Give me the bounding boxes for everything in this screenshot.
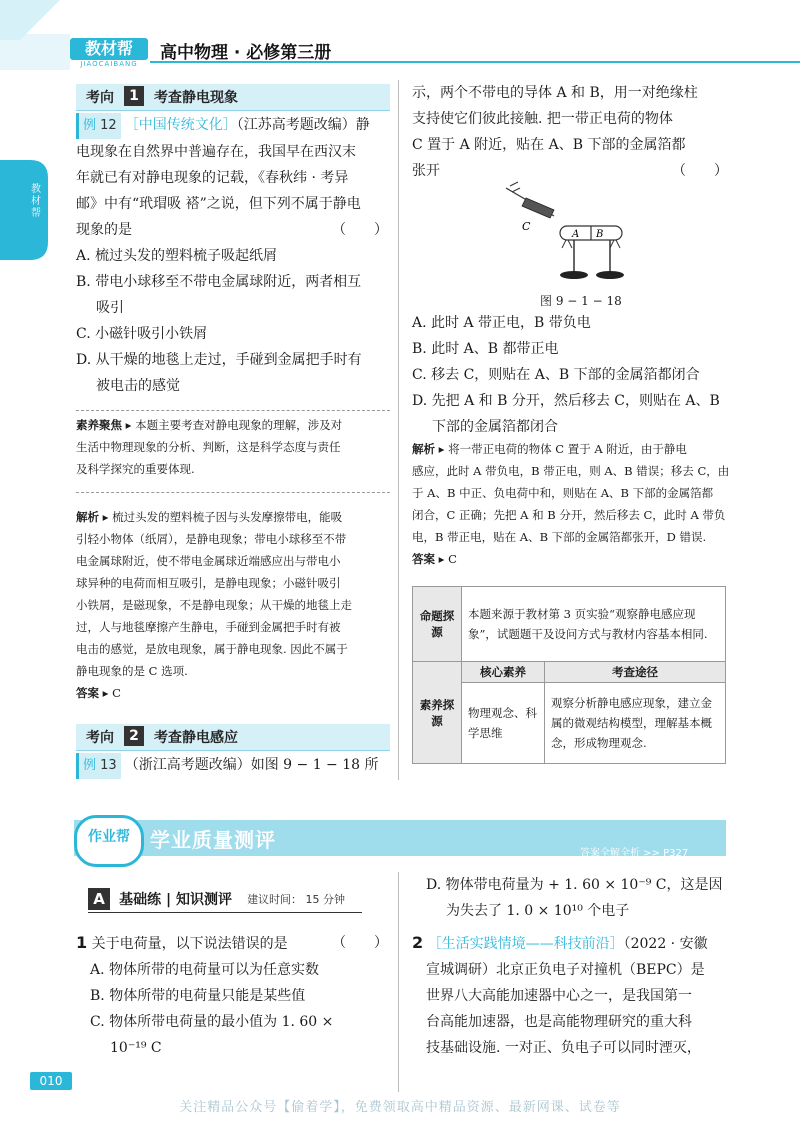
side-tab-label: 教材帮	[31, 184, 41, 219]
question-1-cont	[412, 872, 732, 924]
option-c-cont: 10⁻¹⁹ C	[110, 1040, 162, 1056]
figure-caption: 图 9 − 1 − 18	[540, 294, 622, 308]
row-text: 本题来源于教材第 3 页实验“观察静电感应现象”，试题题干及设问方式与教材内容基本相同.	[462, 587, 726, 662]
question-line: 张开	[412, 163, 440, 179]
option-b: B. 带电小球移至不带电金属球附近，两者相互	[76, 274, 362, 290]
question-line: 年就已有对静电现象的记载，《春秋纬 · 考异	[76, 170, 349, 186]
footer-note: 关注精品公众号【偷着学】，免费领取高中精品资源、最新网课、试卷等	[179, 1100, 621, 1115]
question-number: 2	[412, 933, 424, 952]
answer-value: C	[112, 686, 121, 700]
jiexi-line: 球异种的电荷而相互吸引，是静电现象；小磁针吸引	[76, 576, 341, 590]
option-d: D. 物体带电荷量为 + 1. 60 × 10⁻⁹ C，这是因	[426, 877, 723, 893]
option-d-cont: 被电击的感觉	[96, 378, 180, 394]
option-d-cont: 为失去了 1. 0 × 10¹⁰ 个电子	[446, 903, 630, 919]
col-header-core: 核心素养	[462, 662, 545, 683]
jiexi-line: 电击的感觉，是放电现象，属于静电现象. 因此不属于	[76, 642, 348, 656]
jiexi-line: 于 A、B 中正、负电荷中和，则贴在 A、B 下部的金属箔都	[412, 486, 714, 500]
analysis-table	[412, 586, 726, 764]
question-line: （浙江高考题改编）如图 9 − 1 − 18 所	[124, 757, 379, 773]
option-a: A. 此时 A 带正电，B 带负电	[412, 315, 591, 331]
jiexi-line: 感应，此时 A 带负电，B 带正电，则 A、B 错误；移去 C，由	[412, 464, 730, 478]
example-12	[76, 112, 392, 399]
jiexi-line: 电，B 带正电，贴在 A、B 下部的金属箔都张开，D 错误.	[412, 530, 707, 544]
question-line: 宣城调研）北京正负电子对撞机（BEPC）是	[426, 962, 705, 978]
example-13-cont	[412, 80, 732, 184]
question-line: （江苏高考题改编）静	[236, 117, 370, 133]
question-line: 支持使它们彼此接触. 把一带正电荷的物体	[412, 111, 673, 127]
col-header-path: 考查途径	[545, 662, 726, 683]
answer-ref-link[interactable]: 答案全解全析 >> P327	[580, 848, 689, 859]
row-label: 命题探源	[413, 587, 462, 662]
question-line: 技基础设施. 一对正、负电子可以同时湮灭，	[426, 1040, 701, 1056]
section-header-1	[76, 84, 390, 111]
section-number: 1	[124, 86, 144, 106]
suyang-line: 生活中物理现象的分析、判断，这是科学态度与责任	[76, 440, 341, 454]
question-line: 世界八大高能加速器中心之一，是我国第一	[426, 988, 692, 1004]
question-line: 电现象在自然界中普遍存在，我国早在西汉末	[76, 144, 356, 160]
jiexi-line: 闭合，C 正确；先把 A 和 B 分开，然后移去 C，此时 A 带负	[412, 508, 726, 522]
answer-bracket: （ ）	[332, 222, 388, 238]
option-a: A. 梳过头发的塑料梳子吸起纸屑	[76, 248, 278, 264]
jiexi-line: 电金属球附近，使不带电金属球近端感应出与带电小	[76, 554, 341, 568]
option-b-cont: 吸引	[96, 300, 124, 316]
jiexi-line: 过，人与地毯摩擦产生静电，手碰到金属把手时有被	[76, 620, 341, 634]
question-line: 邮》中有“玳瑁吸 褡”之说，但下列不属于静电	[76, 196, 361, 212]
option-b: B. 此时 A、B 都带正电	[412, 341, 559, 357]
example-13-options	[412, 310, 732, 440]
label-a: A	[572, 229, 580, 240]
answer-bracket: （ ）	[332, 935, 388, 951]
question-line: 示，两个不带电的导体 A 和 B，用一对绝缘柱	[412, 85, 698, 101]
question-2	[412, 930, 732, 1061]
suyang-line: 本题主要考查对静电现象的理解，涉及对	[135, 418, 343, 432]
section-label: 考向	[86, 730, 114, 746]
answer-bracket: （ ）	[672, 163, 728, 179]
banner-title: 学业质量测评	[150, 828, 276, 852]
exercise-section-header	[88, 888, 345, 910]
header-logo: 教材帮	[70, 38, 148, 60]
suyang-label: 素养聚焦	[76, 418, 122, 432]
suggested-time: 建议时间： 15 分钟	[247, 893, 346, 906]
question-1	[76, 930, 392, 1061]
option-b: B. 物体所带的电荷量只能是某些值	[90, 988, 306, 1004]
jiexi-label: 解析	[76, 510, 99, 524]
option-c: C. 小磁针吸引小铁屑	[76, 326, 208, 342]
jiexi-line: 将一带正电荷的物体 C 置于 A 附近，由于静电	[448, 442, 687, 456]
jiexi-line: 小铁屑，是磁现象，不是静电现象；从干燥的地毯上走	[76, 598, 352, 612]
divider	[76, 492, 390, 494]
jiexi-block: 解析 ▸ 梳过头发的塑料梳子因与头发摩擦带电，能吸 引轻小物体（纸屑），是静电现象；带电小球移至不带 电金属球附近，使不带电金属球近端感应出与带电小 球异种的电荷而相互吸引，是静电现象；小磁针吸引 小铁屑，是磁现象，不是静电现象；从干燥的地毯上走 过，人与地毯摩擦产生静电，手碰到金属把手时有被 电击的感觉，是放电现象，属于静电现象. 因此不属于 静电现象的是 C 选项. 答案 ▸ C	[76, 506, 392, 704]
jiexi-label: 解析	[412, 442, 435, 456]
jiexi-line: 引轻小物体（纸屑），是静电现象；带电小球移至不带	[76, 532, 347, 546]
option-c: C. 物体所带电荷量的最小值为 1. 60 ×	[90, 1014, 334, 1030]
context-tag: ［中国传统文化］	[124, 117, 237, 133]
section-number: 2	[124, 726, 144, 746]
suyang-block: 素养聚焦 ▸ 本题主要考查对静电现象的理解，涉及对 生活中物理现象的分析、判断，这是科学态度与责任 及科学探究的重要体现.	[76, 414, 392, 480]
section-title: 基础练 | 知识测评	[119, 892, 232, 908]
example-tag: 例 12	[76, 113, 121, 139]
option-a: A. 物体所带的电荷量可以为任意实数	[90, 962, 320, 978]
page-number: 010	[30, 1072, 72, 1090]
example-13	[76, 752, 392, 779]
jiexi-line: 梳过头发的塑料梳子因与头发摩擦带电，能吸	[112, 510, 343, 524]
divider	[76, 410, 390, 412]
column-divider	[398, 872, 399, 1092]
question-line: （2022 · 安徽	[623, 936, 708, 952]
divider	[88, 912, 362, 913]
jiexi-line: 静电现象的是 C 选项.	[76, 664, 188, 678]
book-title: 高中物理 · 必修第三册	[160, 43, 332, 63]
cell-core: 物理观念、科学思维	[462, 683, 545, 764]
option-c: C. 移去 C，则贴在 A、B 下部的金属箔都闭合	[412, 367, 700, 383]
banner-logo: 作业帮	[74, 815, 144, 867]
section-label: 考向	[86, 90, 114, 106]
section-header-2	[76, 724, 390, 751]
header-logo-sub: JIAOCAIBANG	[80, 60, 138, 68]
jiexi-block-2: 解析 ▸ 将一带正电荷的物体 C 置于 A 附近，由于静电 感应，此时 A 带负电，B 带正电，则 A、B 错误；移去 C，由 于 A、B 中正、负电荷中和，则贴在 A、B 下部的金属箔都 闭合，C 正确；先把 A 和 B 分开，然后移去 C，此时 A 带负 电，B 带正电，贴在 A、B 下部的金属箔都张开，D 错误. 答案 ▸ C	[412, 438, 732, 570]
question-line: C 置于 A 附近，贴在 A、B 下部的金属箔都	[412, 137, 686, 153]
electroscope-figure	[496, 180, 646, 290]
option-d: D. 先把 A 和 B 分开，然后移去 C，则贴在 A、B	[412, 393, 720, 409]
question-line: 现象的是	[76, 222, 132, 238]
label-b: B	[596, 229, 604, 240]
option-d: D. 从干燥的地毯上走过，手碰到金属把手时有	[76, 352, 362, 368]
option-d-cont: 下部的金属箔都闭合	[432, 419, 558, 435]
example-tag: 例 13	[76, 753, 121, 779]
column-divider	[398, 80, 399, 780]
answer-label: 答案	[412, 552, 435, 566]
question-number: 1	[76, 933, 88, 952]
section-a-icon: A	[88, 888, 110, 910]
question-line: 关于电荷量，以下说法错误的是	[91, 936, 288, 952]
cell-path: 观察分析静电感应现象，建立金属的微观结构模型，理解基本概念，形成物理观念.	[545, 683, 726, 764]
answer-label: 答案	[76, 686, 99, 700]
section-title: 考查静电现象	[154, 90, 238, 106]
answer-value: C	[448, 552, 457, 566]
context-tag: ［生活实践情境——科技前沿］	[427, 936, 624, 952]
label-c: C	[522, 220, 531, 233]
section-title: 考查静电感应	[154, 730, 238, 746]
question-line: 台高能加速器，也是高能物理研究的重大科	[426, 1014, 692, 1030]
suyang-line: 及科学探究的重要体现.	[76, 462, 195, 476]
row-label: 素养探源	[413, 662, 462, 764]
